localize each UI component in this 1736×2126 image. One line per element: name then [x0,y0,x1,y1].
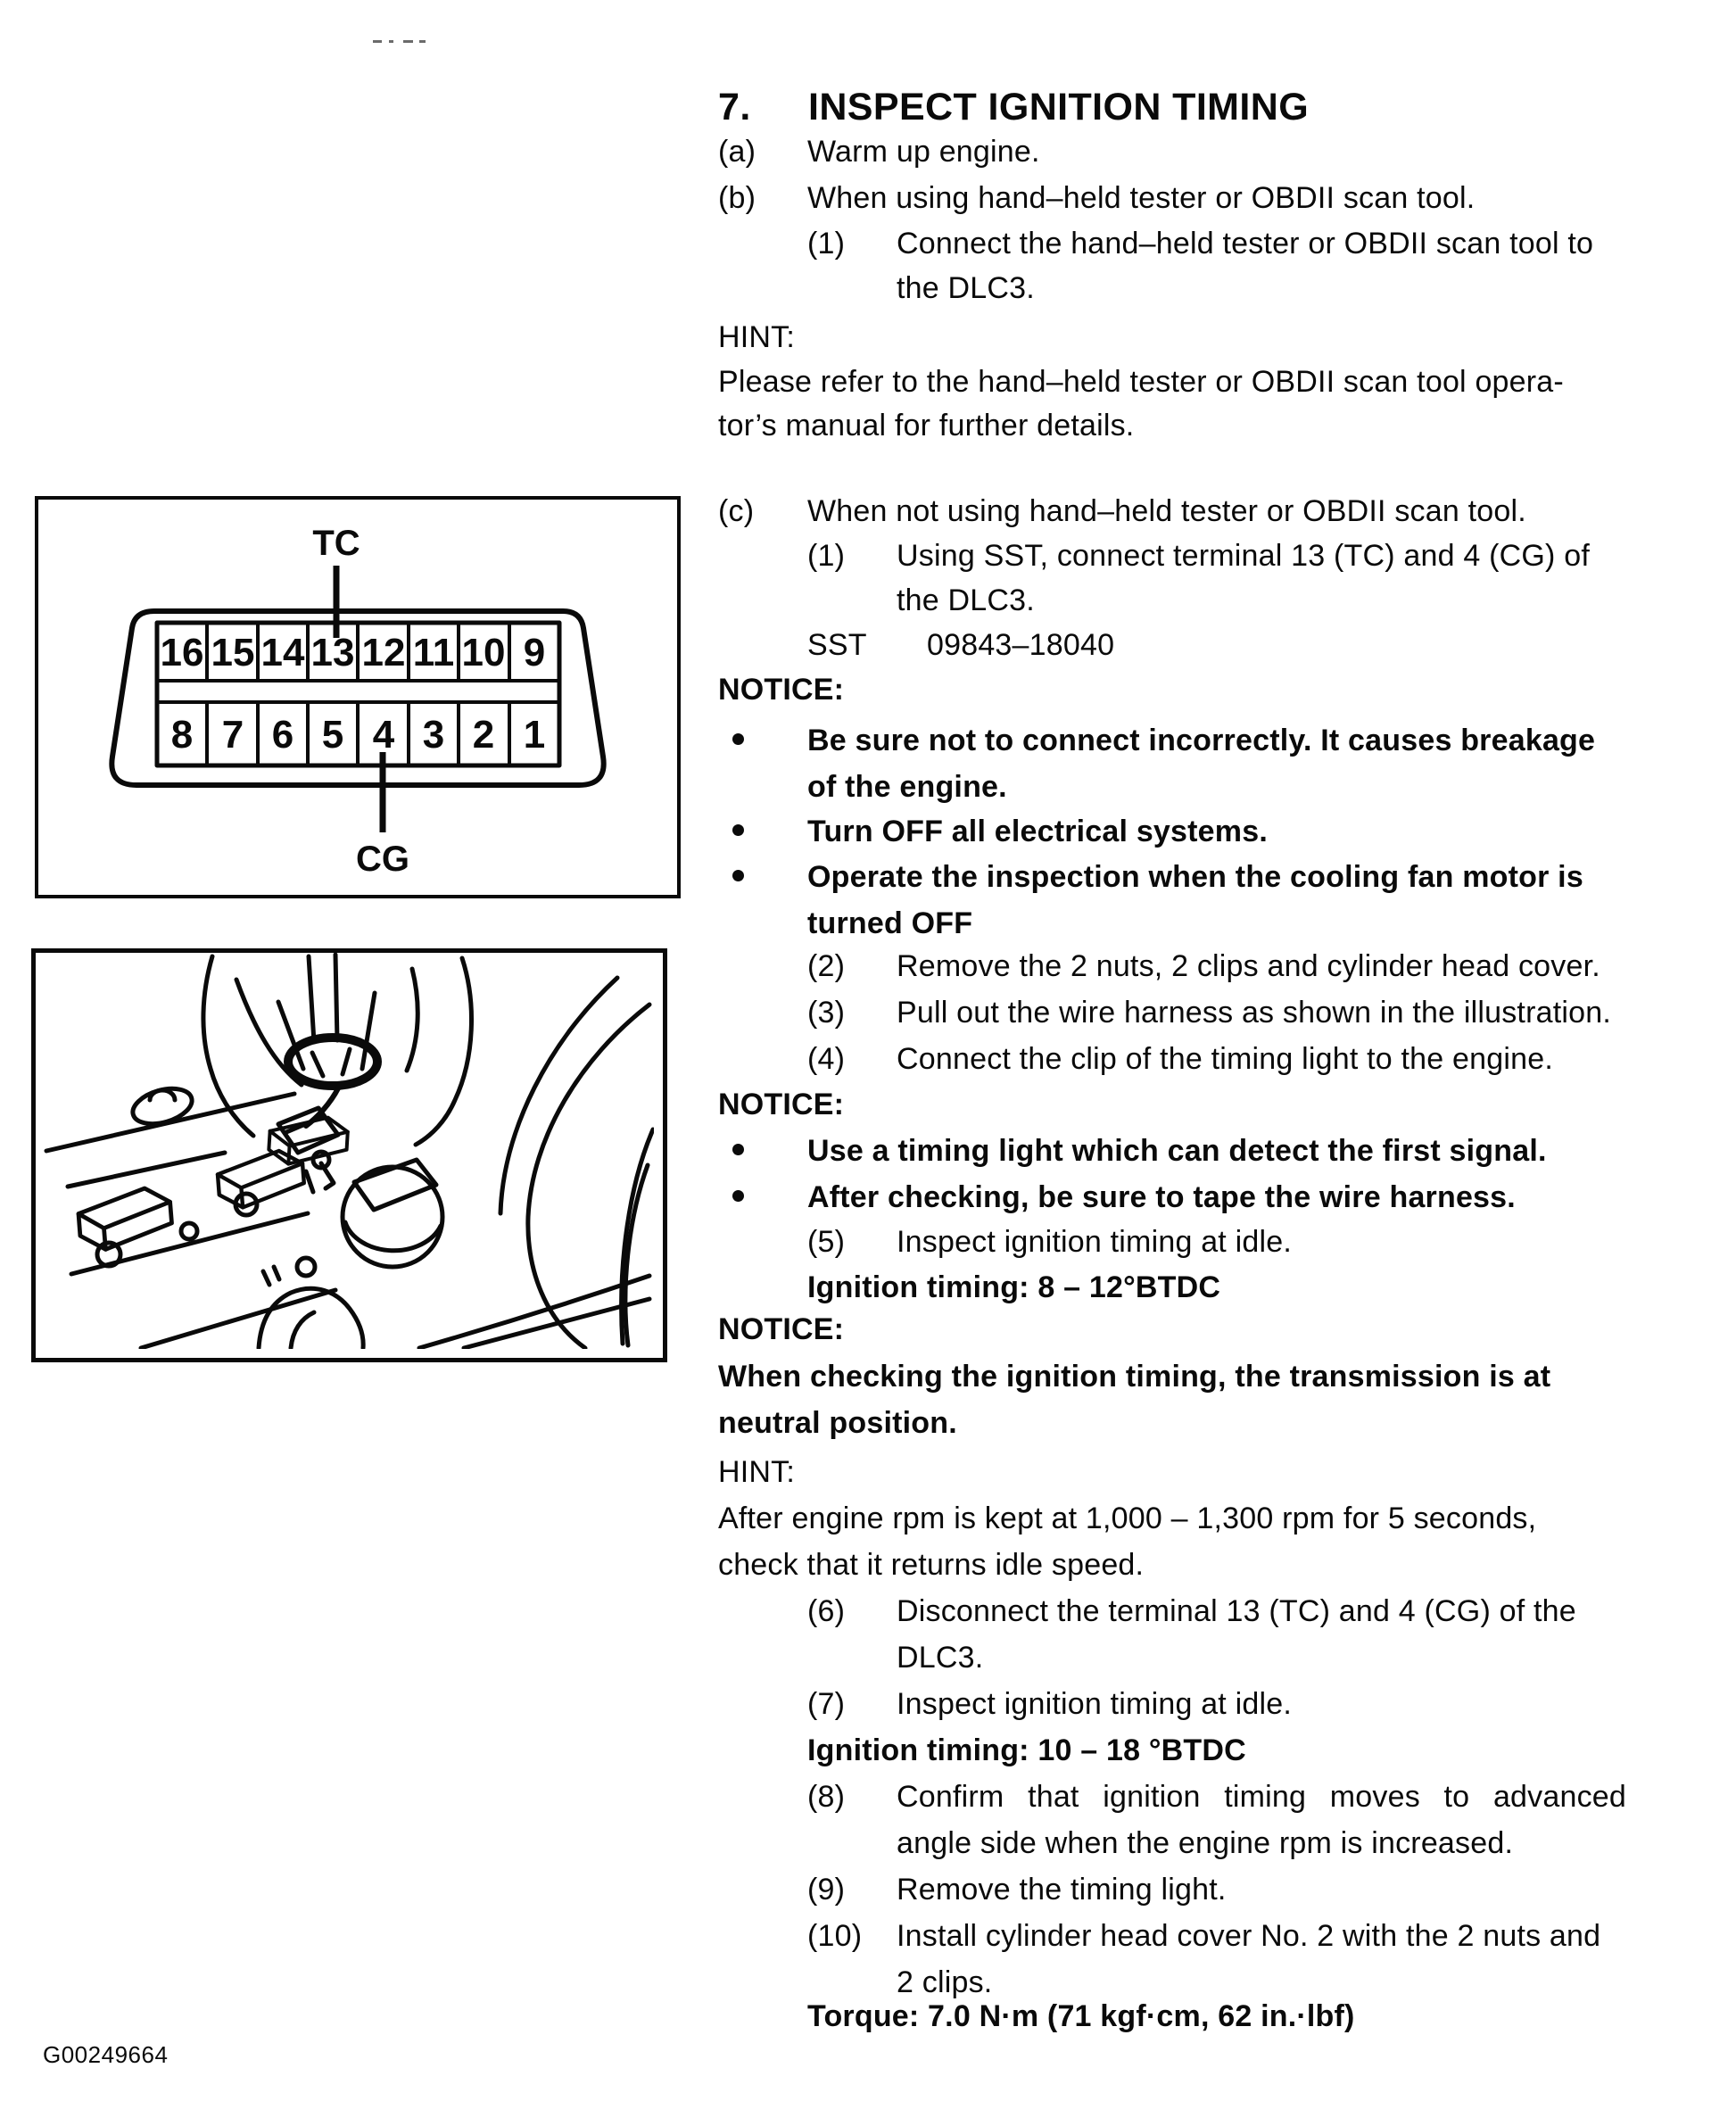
scan-artifact [373,40,426,44]
notice-bullet: Turn OFF all electrical systems. [807,814,1268,849]
notice-bullet: Operate the inspection when the cooling fan motor is [807,859,1583,895]
step-a: (a) Warm up engine. [718,135,1040,169]
substep: (4) Connect the clip of the timing light to the engine. [807,1042,1553,1076]
hint-heading: HINT: [718,320,795,354]
bullet-icon [732,1190,744,1202]
substep: (2) Remove the 2 nuts, 2 clips and cylinder head cover. [807,949,1600,983]
notice-bullet: Use a timing light which can detect the first signal. [807,1133,1547,1169]
sst-number: 09843–18040 [927,628,1115,662]
dlc3-pin-numbers [161,631,546,757]
pin-2: 2 [472,713,495,757]
dlc3-connector-diagram [38,500,677,895]
notice-heading: NOTICE: [718,1312,845,1346]
notice-heading: NOTICE: [718,673,845,707]
bullet-icon [732,870,744,881]
figure-code: G00249664 [43,2041,169,2068]
substep: (5) Inspect ignition timing at idle. [807,1225,1292,1259]
hint-text: tor’s manual for further details. [718,409,1135,443]
hint-text: check that it returns idle speed. [718,1548,1145,1582]
bullet-icon [732,1144,744,1155]
notice-bullet-wrap: turned OFF [807,906,973,940]
notice-text: neutral position. [718,1406,957,1440]
pin-13: 13 [310,631,355,674]
step-c: (c) When not using hand–held tester or OBDII scan tool. [718,494,1526,528]
cg-label: CG [356,840,409,879]
dlc3-figure [35,496,681,898]
pin-3: 3 [422,713,445,757]
substep: (9) Remove the timing light. [807,1873,1227,1907]
bullet-icon [732,733,744,745]
notice-heading: NOTICE: [718,1088,845,1121]
substep-wrap: the DLC3. [897,583,1035,617]
pin-4: 4 [372,713,395,757]
pin-15: 15 [211,631,255,674]
spec-ignition-timing: Ignition timing: 8 – 12°BTDC [807,1270,1221,1304]
hint-heading: HINT: [718,1455,795,1489]
spec-ignition-timing: Ignition timing: 10 – 18 °BTDC [807,1733,1246,1767]
engine-figure [31,948,667,1362]
pin-9: 9 [523,631,546,674]
substep-wrap: the DLC3. [897,271,1035,305]
section-number: 7. [718,86,751,128]
substep: (6) Disconnect the terminal 13 (TC) and 4 (CG) of the [807,1594,1576,1628]
substep: (10) Install cylinder head cover No. 2 with the 2 nuts and [807,1919,1601,1953]
substep: (3) Pull out the wire harness as shown in the illustration. [807,996,1611,1030]
substep: (7) Inspect ignition timing at idle. [807,1687,1292,1721]
pin-5: 5 [321,713,344,757]
notice-bullet: After checking, be sure to tape the wire harness. [807,1179,1516,1215]
pin-11: 11 [412,631,455,674]
pin-6: 6 [271,713,294,757]
tc-label: TC [312,524,360,563]
notice-bullet-wrap: of the engine. [807,770,1007,804]
pin-16: 16 [160,631,204,674]
hint-text: Please refer to the hand–held tester or OBDII scan tool opera- [718,365,1564,399]
bullet-icon [732,824,744,836]
pin-7: 7 [221,713,244,757]
substep-wrap: 2 clips. [897,1965,993,1999]
substep-wrap: DLC3. [897,1641,984,1675]
step-b: (b) When using hand–held tester or OBDII scan tool. [718,181,1476,215]
pin-8: 8 [170,713,194,757]
substep: (8) Confirm that ignition timing moves to advanced [807,1780,1626,1814]
section-title: INSPECT IGNITION TIMING [808,86,1310,128]
substep: (1) Using SST, connect terminal 13 (TC) and 4 (CG) of [807,539,1590,573]
pin-14: 14 [260,631,305,674]
hint-text: After engine rpm is kept at 1,000 – 1,300 rpm for 5 seconds, [718,1501,1537,1535]
notice-bullet: Be sure not to connect incorrectly. It causes breakage [807,723,1595,758]
pin-10: 10 [461,631,506,674]
pin-1: 1 [523,713,546,757]
pin-12: 12 [361,631,406,674]
notice-text: When checking the ignition timing, the transmission is at [718,1360,1551,1394]
sst-reference: SST 09843–18040 [807,628,1115,662]
engine-illustration [36,953,654,1349]
substep: (1) Connect the hand–held tester or OBDII scan tool to [807,227,1594,261]
spec-torque: Torque: 7.0 N·m (71 kgf·cm, 62 in.·lbf) [807,1999,1355,2033]
substep-wrap: angle side when the engine rpm is increased. [897,1826,1514,1860]
section-heading [718,87,1309,128]
